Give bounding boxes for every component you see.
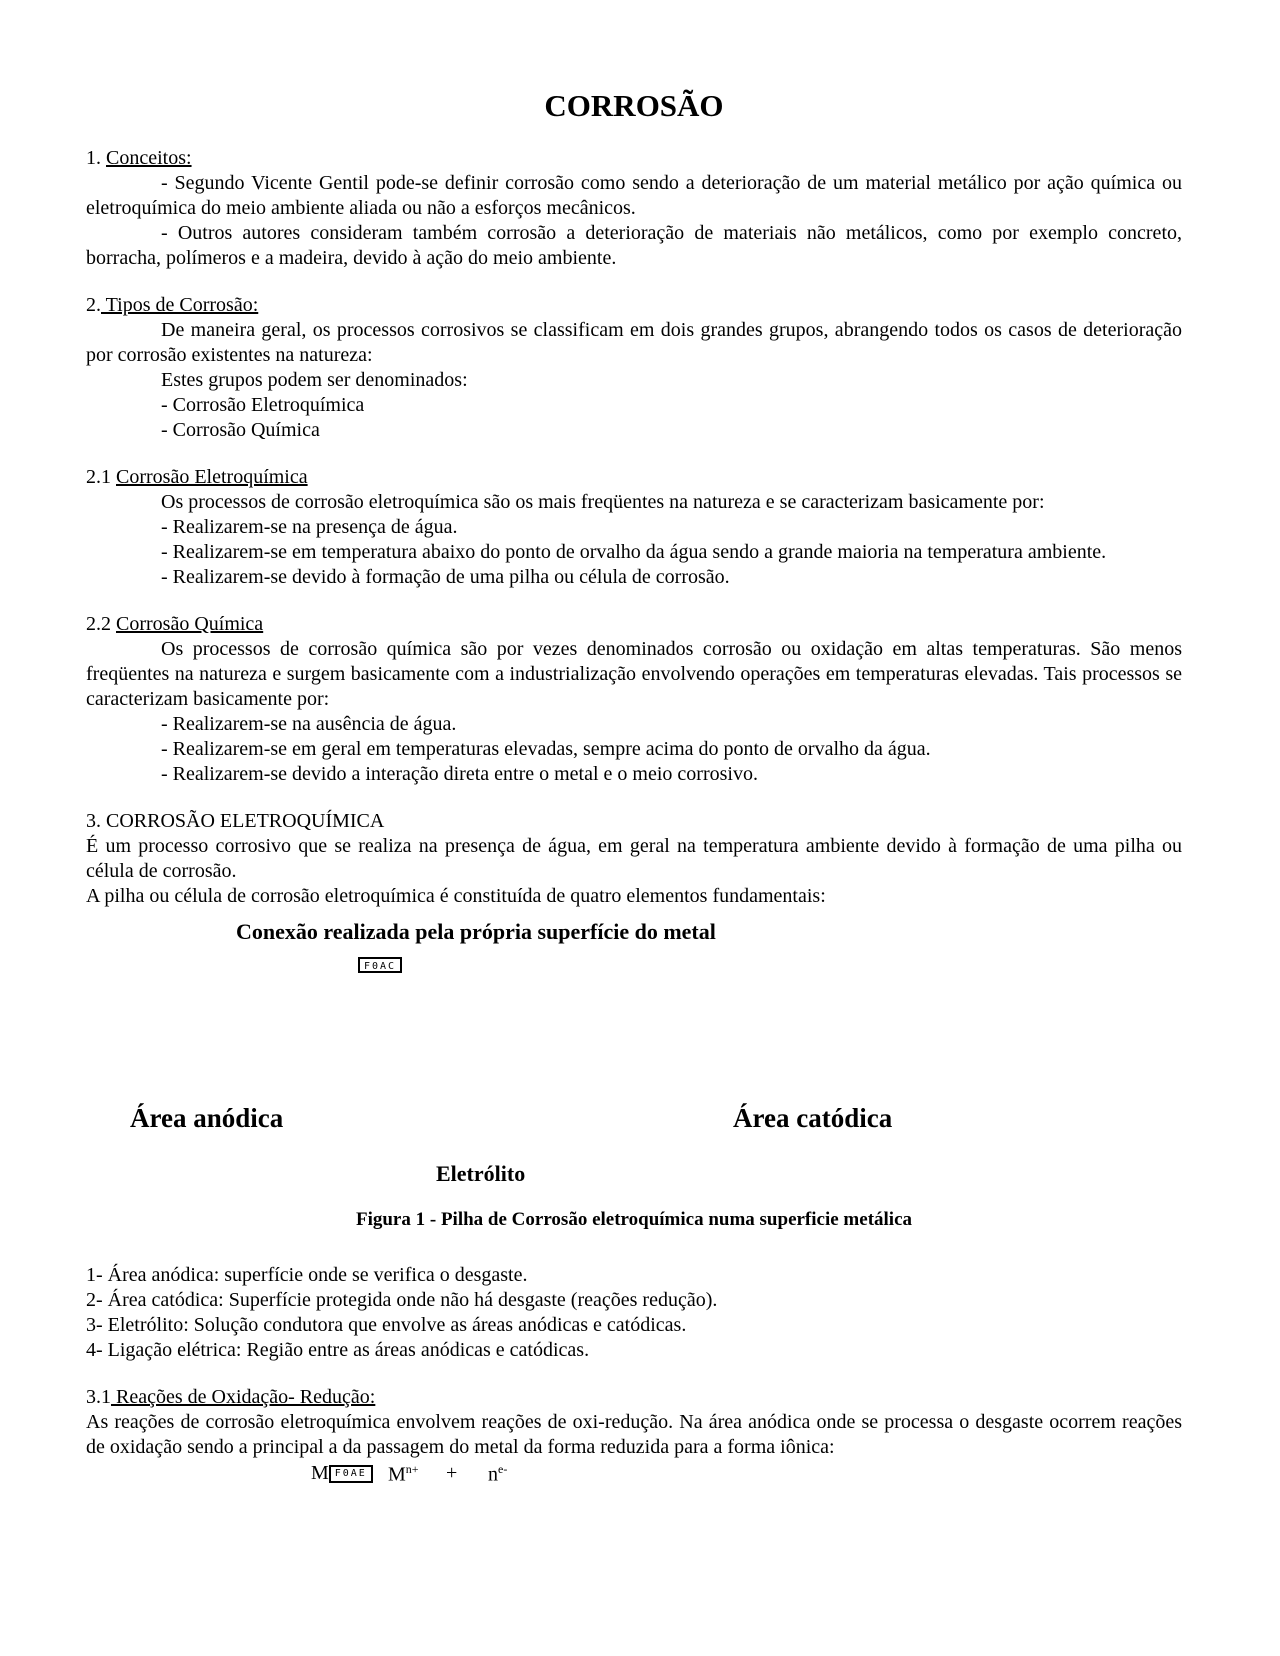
- list-item: 3- Eletrólito: Solução condutora que envolve as áreas anódicas e catódicas.: [86, 1314, 687, 1336]
- equation-ion: [388, 1462, 419, 1487]
- equation-plus: +: [446, 1462, 458, 1484]
- connection-label: Conexão realizada pela própria superfície do metal: [236, 919, 716, 944]
- section-title: Reações de Oxidação- Redução:: [111, 1386, 376, 1408]
- section-title: Conceitos:: [106, 147, 192, 169]
- list-item: 4- Ligação elétrica: Região entre as áreas anódicas e catódicas.: [86, 1339, 590, 1361]
- list-item: - Realizarem-se devido a interação direta entre o metal e o meio corrosivo.: [161, 763, 758, 785]
- list-item: - Corrosão Eletroquímica: [161, 394, 365, 416]
- list-item: - Realizarem-se em temperatura abaixo do ponto de orvalho da água sendo a grande maioria na temperatura ambiente.: [161, 541, 1107, 563]
- section-number: 2.: [86, 294, 101, 316]
- missing-glyph-placeholder: F0AE: [329, 1465, 373, 1483]
- section-1-heading: [86, 146, 1182, 171]
- section-2-2-heading: [86, 612, 1182, 637]
- figure-caption: Figura 1 - Pilha de Corrosão eletroquímica numa superficie metálica: [355, 1209, 913, 1230]
- list-item: - Realizarem-se na ausência de água.: [161, 713, 457, 735]
- electrolyte-label: Eletrólito: [436, 1161, 526, 1186]
- list-item: - Realizarem-se na presença de água.: [161, 516, 458, 538]
- oxidation-equation: [86, 1460, 1182, 1490]
- corrosion-cell-figure: [86, 909, 1182, 1249]
- electron-symbol: e-: [498, 1462, 508, 1476]
- equation-metal: [311, 1462, 373, 1485]
- section-2-1-heading: [86, 465, 1182, 490]
- list-item: 2- Área catódica: Superfície protegida onde não há desgaste (reações redução).: [86, 1289, 718, 1311]
- section-number: 2.2: [86, 613, 116, 635]
- paragraph: - Segundo Vicente Gentil pode-se definir corrosão como sendo a deterioração de um material metálico por ação química ou eletroquímica do meio ambiente aliada ou não a esforços mecânicos.: [86, 172, 1182, 219]
- paragraph: Os processos de corrosão química são por vezes denominados corrosão ou oxidação em altas temperaturas. São menos freqüentes na natureza e surgem basicamente com a industrialização envolvendo operações em temperaturas elevadas. Tais processos se caracterizam basicamente por:: [86, 638, 1182, 710]
- electron-count: n: [488, 1463, 498, 1486]
- section-number: 3.1: [86, 1386, 111, 1408]
- ion-symbol: M: [388, 1463, 406, 1486]
- section-number: 2.1: [86, 466, 116, 488]
- anode-label: Área anódica: [130, 1103, 284, 1133]
- section-title: Corrosão Eletroquímica: [116, 466, 308, 488]
- paragraph: É um processo corrosivo que se realiza na presença de água, em geral na temperatura ambiente devido à formação de uma pilha ou célula de corrosão.: [86, 835, 1182, 882]
- section-title: Tipos de Corrosão:: [101, 294, 259, 316]
- paragraph: A pilha ou célula de corrosão eletroquímica é constituída de quatro elementos fundamentais:: [86, 885, 826, 907]
- section-2-heading: [86, 293, 1182, 318]
- section-title: Corrosão Química: [116, 613, 264, 635]
- paragraph: Estes grupos podem ser denominados:: [161, 369, 468, 391]
- equation-electrons: [488, 1462, 507, 1487]
- missing-glyph-placeholder: F0AC: [358, 957, 402, 973]
- paragraph: De maneira geral, os processos corrosivos se classificam em dois grandes grupos, abrangendo todos os casos de deterioração por corrosão existentes na natureza:: [86, 319, 1182, 366]
- paragraph: As reações de corrosão eletroquímica envolvem reações de oxi-redução. Na área anódica onde se processa o desgaste ocorrem reações de oxidação sendo a principal a da passagem do metal da forma reduzida para a forma iônica:: [86, 1411, 1182, 1458]
- paragraph: - Outros autores consideram também corrosão a deterioração de materiais não metálicos, como por exemplo concreto, borracha, polímeros e a madeira, devido à ação do meio ambiente.: [86, 222, 1182, 269]
- paragraph: Os processos de corrosão eletroquímica são os mais freqüentes na natureza e se caracterizam basicamente por:: [161, 491, 1045, 513]
- document-page: [86, 86, 1182, 1490]
- section-3-1-heading: [86, 1385, 1182, 1410]
- ion-charge: n+: [405, 1462, 419, 1476]
- section-3-heading: 3. CORROSÃO ELETROQUÍMICA: [86, 810, 385, 832]
- list-item: - Realizarem-se em geral em temperaturas elevadas, sempre acima do ponto de orvalho da água.: [161, 738, 931, 760]
- cathode-label: Área catódica: [733, 1103, 893, 1133]
- list-item: - Realizarem-se devido à formação de uma pilha ou célula de corrosão.: [161, 566, 730, 588]
- page-title: CORROSÃO: [544, 88, 724, 123]
- list-item: 1- Área anódica: superfície onde se verifica o desgaste.: [86, 1264, 528, 1286]
- list-item: - Corrosão Química: [161, 419, 320, 441]
- section-number: 1.: [86, 147, 106, 169]
- metal-symbol: M: [311, 1462, 329, 1484]
